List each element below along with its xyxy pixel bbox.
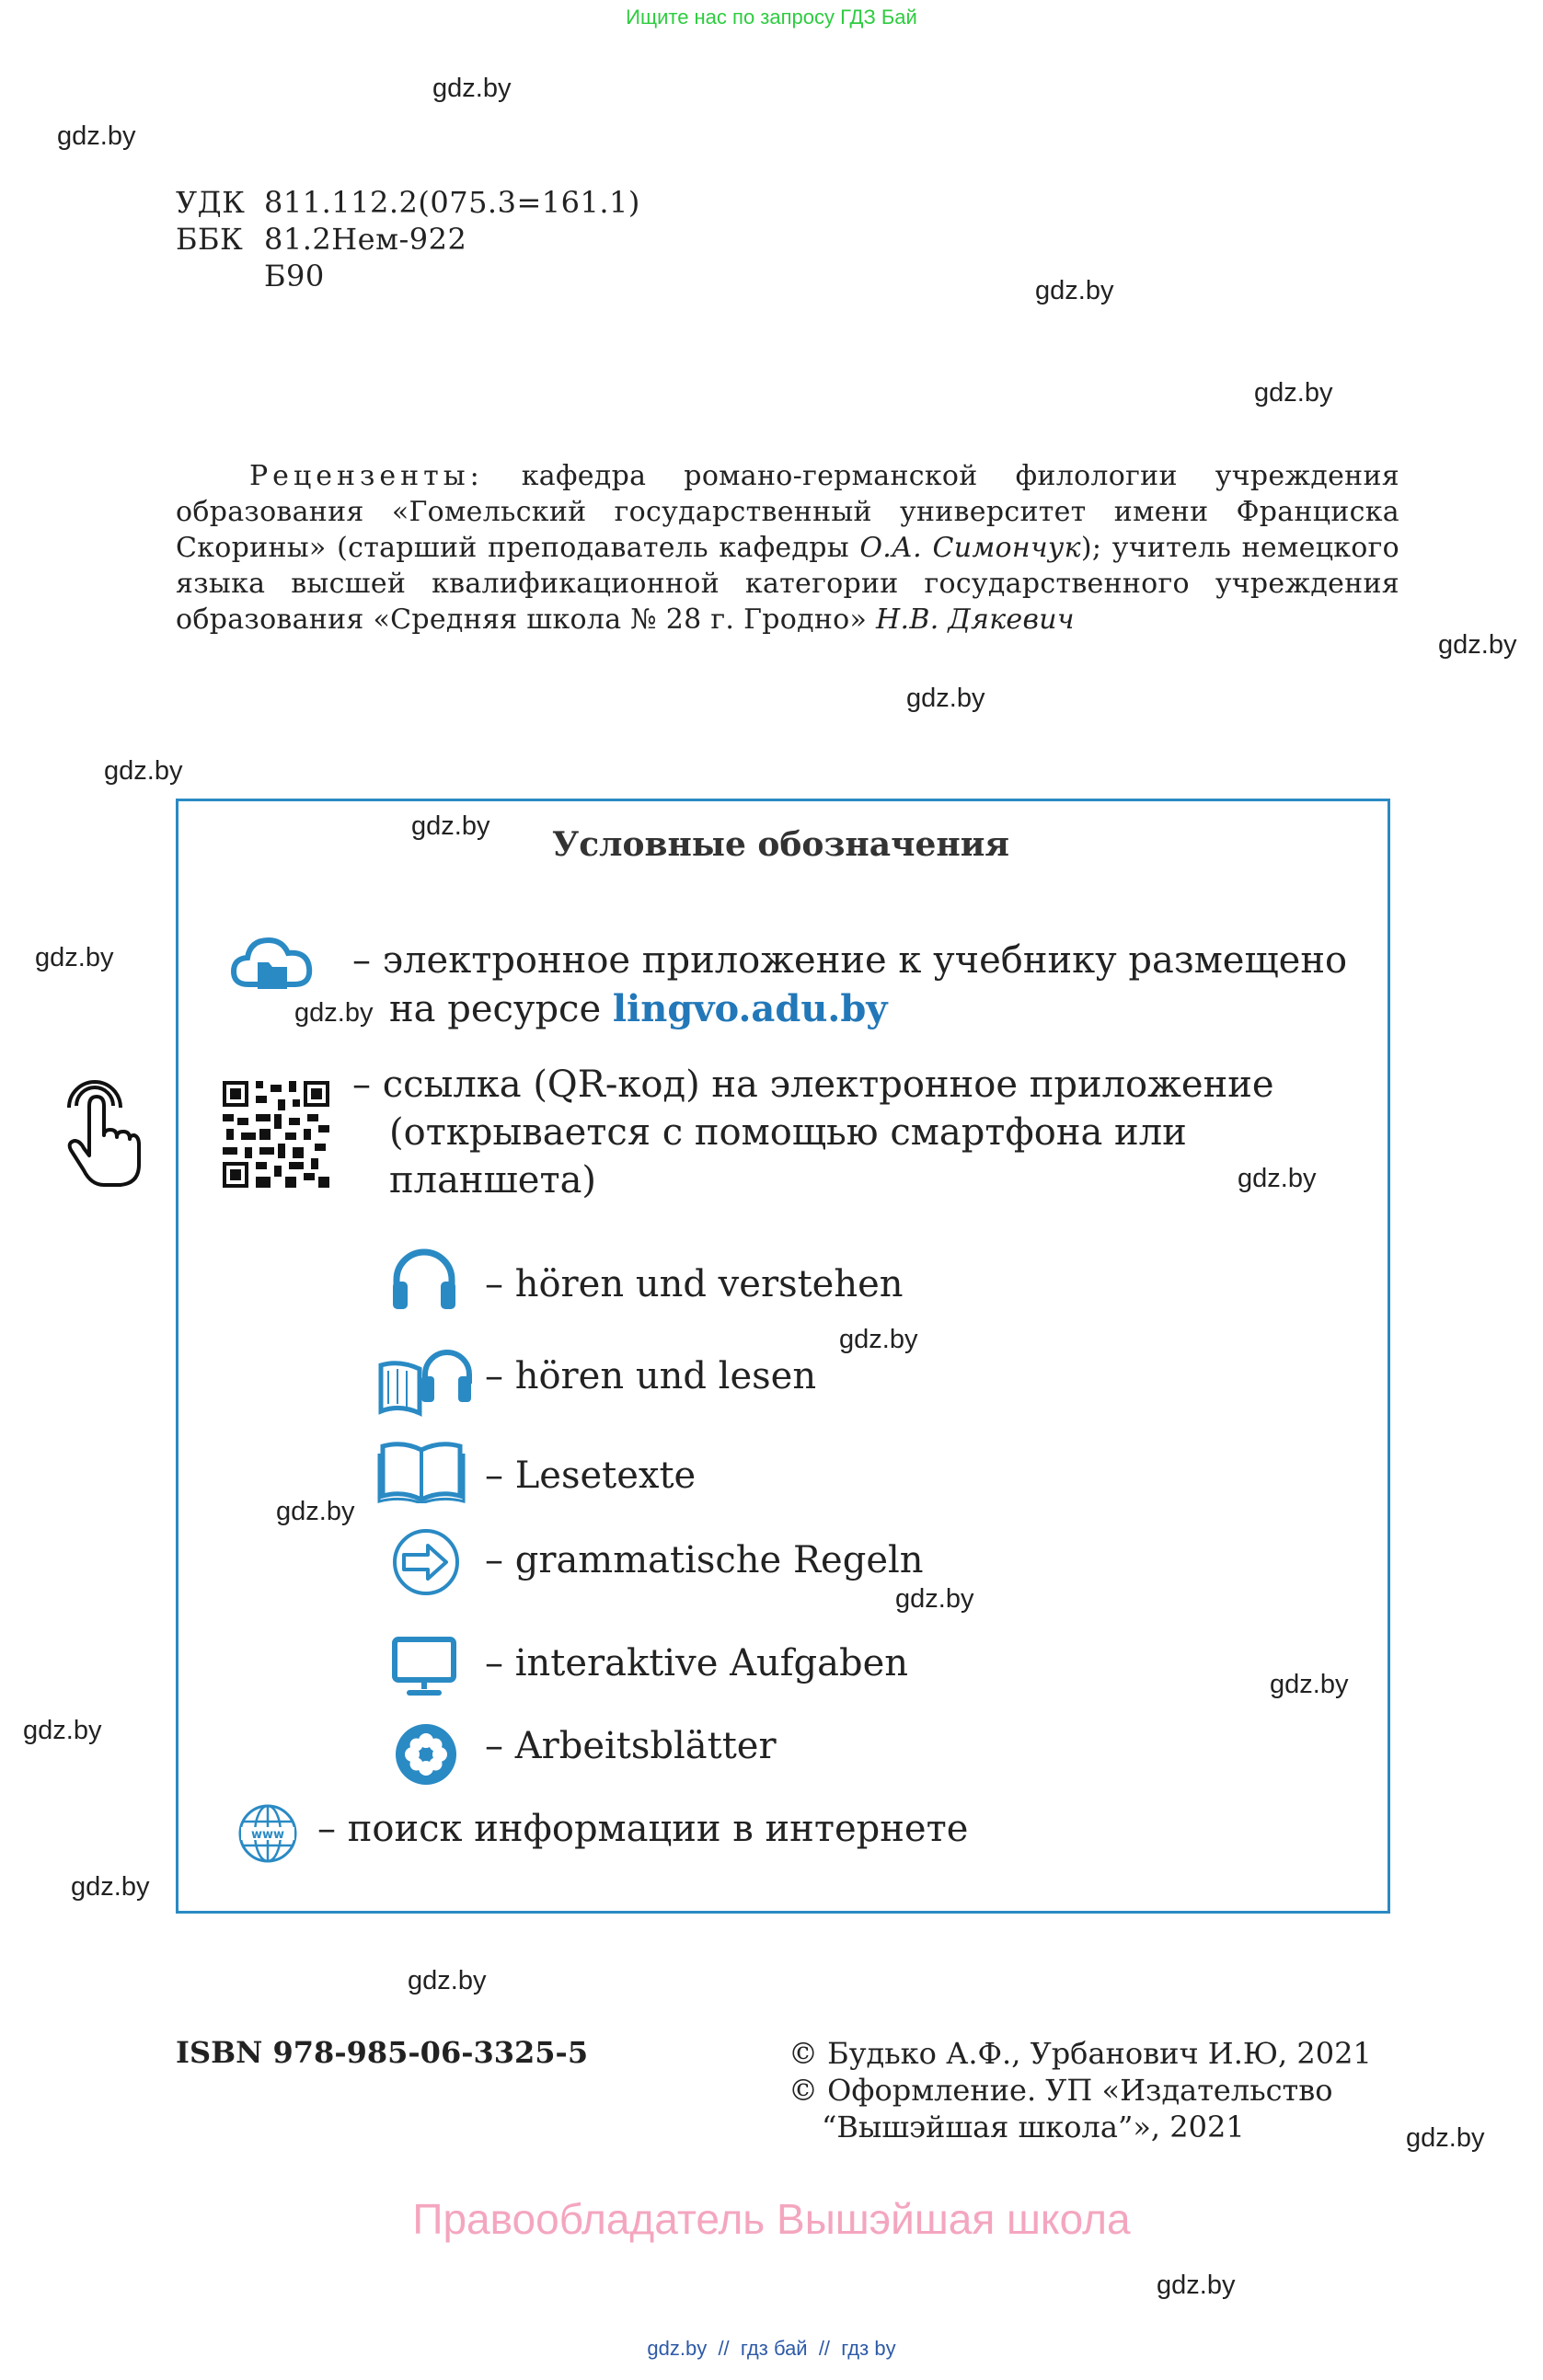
copyright-block: © Будько А.Ф., Урбанович И.Ю, 2021 © Оформление. УП «Издательство “Вышэйшая школа”», 2021 [789,2036,1372,2144]
reviewers-paragraph: Рецензенты: кафедра романо-германской филологии учреждения образования «Гомельский государственный университет имени Франциска Скорины» (старший преподаватель кафедры О.А. Симончук); учитель немецкого языка высшей квалификационной категории государственного учреждения образования «Средняя школа № 28 г. Гродно» Н.В. Дякевич [176,460,1400,636]
legend-item-hoeren-verstehen: – hören und verstehen [485,1263,904,1305]
www-line: – поиск информации в интернете [317,1808,969,1850]
watermark: gdz.by [906,684,985,713]
reviewers-label: Рецензенты: [249,460,484,492]
cloud-line1: – электронное приложение к учебнику размещено [352,939,1348,982]
watermark: gdz.by [23,1716,102,1745]
watermark: gdz.by [1157,2271,1236,2300]
hand-pointer-icon [60,1078,143,1189]
monitor-icon [391,1636,457,1696]
reviewer-name: Н.В. Дякевич [876,604,1075,636]
watermark: gdz.by [1254,378,1333,408]
watermark: gdz.by [895,1584,974,1614]
headphones-icon [389,1247,459,1311]
watermark: gdz.by [71,1872,150,1902]
watermark: gdz.by [1406,2123,1485,2153]
legend-item-lesetexte: – Lesetexte [485,1454,697,1497]
watermark: gdz.by [35,943,114,972]
watermark: gdz.by [104,756,183,786]
watermark: gdz.by [432,74,512,103]
watermark: gdz.by [276,1497,355,1526]
reviewer-name: О.А. Симончук [859,532,1081,564]
watermark: gdz.by [1035,276,1114,305]
bbk-row: ББК 81.2Нем-922 [176,222,467,257]
legend-item-grammatische-regeln: – grammatische Regeln [485,1539,924,1581]
svg-text:www: www [250,1828,285,1842]
footer-links[interactable]: gdz.by // гдз бай // гдз by [647,2337,896,2360]
legend-item-hoeren-lesen: – hören und lesen [485,1355,817,1397]
legend-item-interaktive-aufgaben: – interaktive Aufgaben [485,1642,909,1684]
author-mark-row: Б90 [264,259,325,293]
www-globe-icon [237,1803,298,1864]
watermark: gdz.by [408,1966,487,1995]
arrow-circle-icon [391,1527,461,1597]
classification-codes [176,184,640,294]
cloud-folder-icon [230,931,315,992]
qr-line2: (открывается с помощью смартфона или [389,1111,1187,1154]
qr-line3: планшета) [389,1159,597,1201]
legend-title: Условные обозначения [551,825,1009,864]
watermark: gdz.by [1238,1164,1317,1193]
udc-row: УДК 811.112.2(075.3=161.1) [176,185,640,220]
watermark: gdz.by [1270,1670,1349,1699]
book-headphones-icon [377,1343,473,1417]
legend-item-arbeitsblaetter: – Arbeitsblätter [485,1725,777,1767]
watermark: gdz.by [411,811,490,841]
qr-line1: – ссылка (QR-код) на электронное приложение [352,1064,1274,1106]
qr-code-icon [223,1081,329,1188]
resource-link[interactable]: lingvo.adu.by [612,987,888,1030]
cloud-line2: на ресурсе lingvo.adu.by [389,987,888,1030]
isbn: ISBN 978-985-06-3325-5 [176,2035,589,2070]
flower-icon [394,1722,458,1787]
watermark: gdz.by [294,998,374,1028]
watermark: gdz.by [1438,630,1517,660]
watermark: gdz.by [839,1325,918,1354]
top-banner: Ищите нас по запросу ГДЗ Бай [626,6,917,29]
rights-holder: Правообладатель Вышэйшая школа [412,2195,1131,2243]
watermark: gdz.by [57,121,136,151]
open-book-icon [377,1441,466,1503]
